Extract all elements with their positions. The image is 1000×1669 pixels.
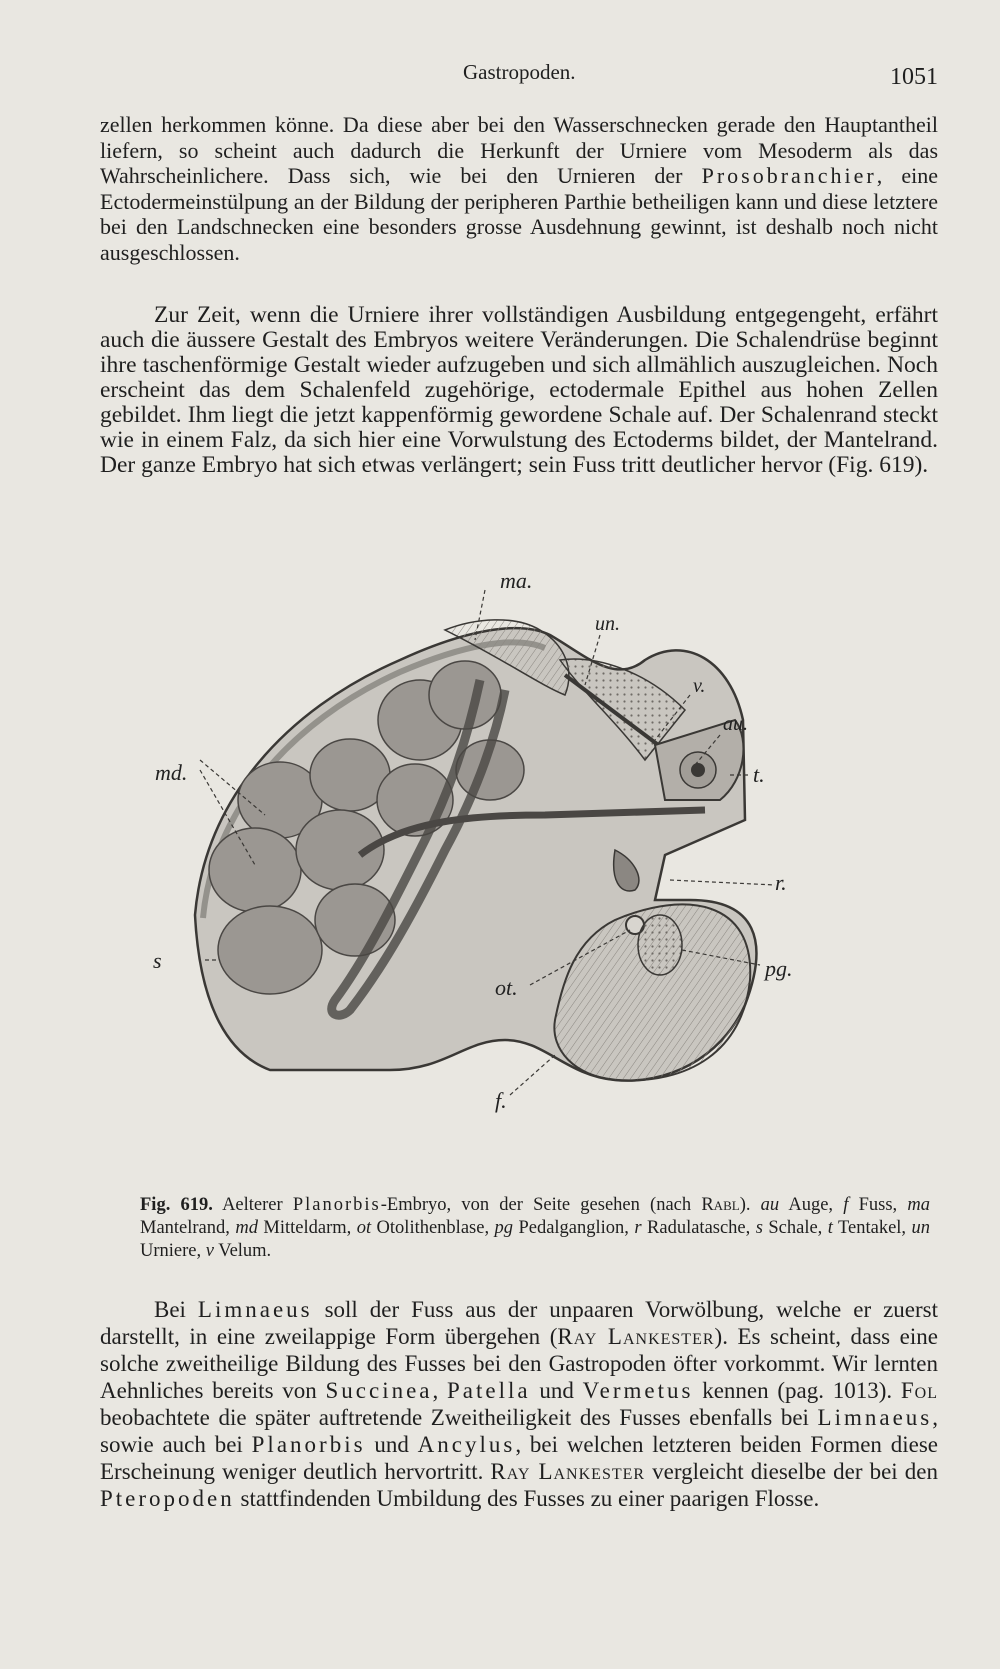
legend-text-un: Urniere,: [140, 1241, 206, 1261]
p3-t20: vergleicht dieselbe der bei den: [645, 1459, 938, 1484]
figure-label-t: t.: [753, 762, 765, 787]
legend-abbr-f: f: [843, 1195, 849, 1215]
p3-t4: ). Es scheint, dass eine solche zweitheilige Bildung des Fusses bei den Gastropoden öfter vorkommt. Wir lernten Aehnliches bereits von: [100, 1324, 938, 1403]
legend-abbr-ma: ma: [907, 1195, 930, 1215]
figure-label-ma: ma.: [500, 568, 533, 593]
author-ray-lankester-2: Ray Lankester: [490, 1459, 646, 1484]
caption-text-3: ).: [739, 1195, 761, 1215]
running-title: Gastropoden.: [463, 60, 576, 84]
legend-text-ot: Otolithenblase,: [371, 1218, 495, 1238]
legend-abbr-v: v: [205, 1241, 214, 1261]
taxon-pteropoden: Pteropoden: [100, 1486, 235, 1511]
legend-abbr-md: md: [235, 1218, 258, 1238]
figure-label-ot: ot.: [495, 975, 518, 1000]
page-number: 1051: [890, 64, 938, 90]
paragraph-1-text-a: zellen herkommen könne. Da diese aber bei den Wasserschnecken gerade den Hauptantheil liefern, so scheint auch dadurch die Herkunft der Urniere vom Mesoderm als das Wahrscheinlichere. Dass sich, wie bei den Urnieren der: [100, 112, 938, 188]
p3-t0: Bei: [154, 1297, 198, 1322]
legend-text-s: Schale,: [762, 1218, 828, 1238]
figure-label-s: s: [153, 948, 162, 973]
figure-label-r: r.: [775, 870, 787, 895]
figure-label-au: au.: [723, 713, 748, 735]
p3-t2: soll der Fuss aus der unpaaren Vorwölbung, welche er zuerst darstellt, in eine zweilappige Form übergehen (: [100, 1297, 938, 1349]
taxon-ancylus: Ancylus: [417, 1432, 516, 1457]
caption-species: Planorbis: [292, 1195, 381, 1215]
p3-t22: stattfindenden Umbildung des Fusses zu einer paarigen Flosse.: [234, 1486, 820, 1511]
legend-text-md: Mitteldarm,: [257, 1218, 357, 1238]
figure-caption: [140, 1194, 930, 1263]
figure-label-md: md.: [155, 760, 188, 785]
taxon-limnaeus-2: Limnaeus: [817, 1405, 933, 1430]
p3-t14: , sowie auch bei: [100, 1405, 938, 1457]
figure-number: Fig. 619.: [140, 1195, 213, 1215]
taxon-prosobranchier: Prosobranchier: [701, 163, 877, 188]
author-fol: Fol: [900, 1378, 939, 1403]
legend-text-f: Fuss,: [848, 1195, 908, 1215]
p3-t18: , bei welchen letzteren beiden Formen diese Erscheinung weniger deutlich hervortritt.: [100, 1432, 938, 1484]
legend-text-pg: Pedalganglion,: [513, 1218, 635, 1238]
taxon-patella: Patella: [447, 1378, 531, 1403]
caption-author: Rabl: [701, 1195, 740, 1215]
p3-t16: und: [365, 1432, 418, 1457]
figure-label-v: v.: [693, 675, 706, 697]
figure-619: [145, 568, 845, 1170]
embryo-illustration: [145, 568, 845, 1170]
legend-abbr-r: r: [634, 1218, 642, 1238]
caption-text-1: Aelterer: [212, 1195, 293, 1215]
legend-abbr-s: s: [755, 1218, 763, 1238]
paragraph-1: [100, 112, 938, 265]
legend-text-r: Radulatasche,: [641, 1218, 756, 1238]
figure-label-pg: pg.: [765, 956, 793, 981]
legend-abbr-pg: pg: [494, 1218, 514, 1238]
paragraph-2: Zur Zeit, wenn die Urniere ihrer vollständigen Ausbildung entgegengeht, erfährt auch die äussere Gestalt des Embryos weitere Veränderungen. Die Schalendrüse beginnt ihre taschenförmige Gestalt wieder aufzugeben und sich allmählich auszugleichen. Noch erscheint das dem Schalenfeld zugehörige, ectodermale Epithel aus hohen Zellen gebildet. Ihm liegt die jetzt kappenförmig gewordene Schale auf. Der Schalenrand steckt wie in einem Falz, da sich hier eine Vorwulstung des Ectoderms bildet, der Mantelrand. Der ganze Embryo hat sich etwas verlängert; sein Fuss tritt deutlicher hervor (Fig. 619).: [100, 302, 938, 478]
legend-text-au: Auge,: [779, 1195, 844, 1215]
legend-abbr-ot: ot: [356, 1218, 372, 1238]
author-ray-lankester: Ray Lankester: [557, 1324, 715, 1349]
legend-abbr-au: au: [760, 1195, 780, 1215]
taxon-limnaeus: Limnaeus: [197, 1297, 313, 1322]
taxon-vermetus: Vermetus: [582, 1378, 694, 1403]
figure-label-f: f.: [495, 1088, 507, 1113]
p3-t6: ,: [432, 1378, 448, 1403]
paragraph-1-text-b: , eine Ectodermeinstülpung an der Bildung der peripheren Parthie betheiligen kann und diese letztere bei den Landschnecken eine besonders grosse Ausdehnung gewinnt, ist deshalb noch nicht ausgeschlossen.: [100, 163, 938, 265]
p3-t8: und: [530, 1378, 583, 1403]
legend-text-t: Tentakel,: [832, 1218, 912, 1238]
caption-text-2: -Embryo, von der Seite gesehen (nach: [380, 1195, 702, 1215]
paragraph-3: [100, 1296, 938, 1512]
legend-abbr-un: un: [911, 1218, 930, 1238]
legend-text-v: Velum.: [213, 1241, 272, 1261]
figure-label-un: un.: [595, 613, 620, 635]
taxon-succinea: Succinea: [325, 1378, 433, 1403]
p3-t12: beobachtete die später auftretende Zweitheiligkeit des Fusses ebenfalls bei: [100, 1405, 818, 1430]
p3-t10: kennen (pag. 1013).: [693, 1378, 901, 1403]
legend-abbr-t: t: [827, 1218, 833, 1238]
taxon-planorbis: Planorbis: [251, 1432, 366, 1457]
pedal-ganglion: [638, 915, 682, 975]
legend-text-ma: Mantelrand,: [140, 1218, 236, 1238]
running-head: [0, 60, 1000, 100]
